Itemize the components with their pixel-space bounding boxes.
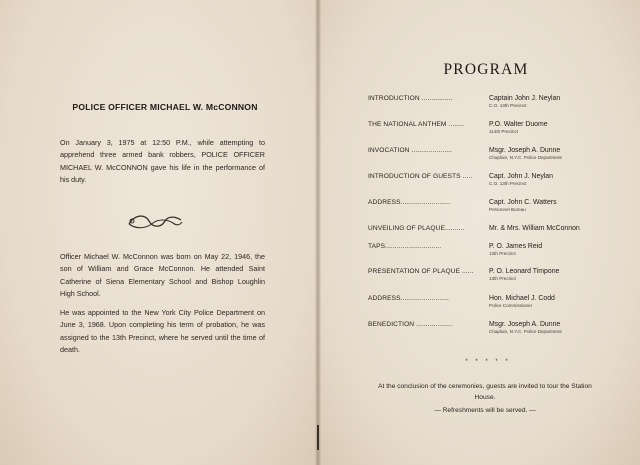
memorial-paragraph-3: He was appointed to the New York City Police Department on June 3, 1968. Upon completing his term of probation, he was assigned to the 13th Precinct, where he served until the time of death. xyxy=(60,308,265,354)
program-speaker: P. O. James Reid xyxy=(489,243,543,250)
page-fold xyxy=(315,0,321,465)
program-event: UNVEILING OF PLAQUE.......... xyxy=(368,225,465,232)
memorial-paragraph-1: On January 3, 1975 at 12:50 P.M., while attempting to apprehend three armed bank robbers, POLICE OFFICER MICHAEL W. McCONNON gave his life in the performance of his duty. xyxy=(60,138,265,184)
program-speaker-role: Chaplain, N.Y.C. Police Department xyxy=(489,155,562,160)
program-speaker: Hon. Michael J. Codd xyxy=(489,295,555,302)
program-event: BENEDICTION ................... xyxy=(368,321,453,328)
star-divider: * * * * * xyxy=(465,359,511,365)
program-speaker-role: 13th Precinct xyxy=(489,276,516,281)
program-speaker-role: 114th Precinct xyxy=(489,129,519,134)
program-speaker-role: Chaplain, N.Y.C. Police Department xyxy=(489,329,562,334)
program-speaker-role: Personnel Bureau xyxy=(489,207,526,212)
program-event: INVOCATION ..................... xyxy=(368,147,453,154)
program-title: PROGRAM xyxy=(443,61,529,78)
program-speaker: Mr. & Mrs. William McConnon xyxy=(489,225,580,232)
program-event: INTRODUCTION ................ xyxy=(368,95,453,102)
program-event: ADDRESS.......................... xyxy=(368,199,451,206)
program-speaker: Msgr. Joseph A. Dunne xyxy=(489,147,561,154)
program-speaker-role: C.O. 13th Precinct xyxy=(489,103,527,108)
program-event: TAPS............................. xyxy=(368,243,442,250)
program-event: ADDRESS......................... xyxy=(368,295,449,302)
program-event: PRESENTATION OF PLAQUE ...... xyxy=(368,268,474,275)
program-event: INTRODUCTION OF GUESTS ..... xyxy=(368,173,473,180)
program-event: THE NATIONAL ANTHEM ........ xyxy=(368,121,464,128)
program-speaker-role: 13th Precinct xyxy=(489,251,516,256)
program-speaker-role: C.O. 13th Precinct xyxy=(489,181,527,186)
program-speaker: P.O. Walter Duome xyxy=(489,121,548,128)
memorial-paragraph-2: Officer Michael W. McConnon was born on May 22, 1946, the son of William and Grace McConnon. He attended Saint Catherine of Siena Elementary School and Bishop Loughlin High School. xyxy=(60,252,265,298)
program-speaker: P. O. Leonard Timpone xyxy=(489,268,560,275)
program-speaker: Captain John J. Neylan xyxy=(489,95,561,102)
program-speaker: Capt. John C. Watters xyxy=(489,199,557,206)
program-speaker: Capt. John J. Neylan xyxy=(489,173,553,180)
memorial-title: POLICE OFFICER MICHAEL W. McCONNON xyxy=(72,102,258,112)
flourish-ornament-icon xyxy=(125,210,185,232)
fold-mark xyxy=(317,425,319,450)
closing-note: At the conclusion of the ceremonies, guests are invited to tour the Station House. xyxy=(378,383,592,401)
program-speaker: Msgr. Joseph A. Dunne xyxy=(489,321,561,328)
program-speaker-role: Police Commissioner xyxy=(489,303,533,308)
left-page xyxy=(0,0,318,465)
refreshments-note: — Refreshments will be served. — xyxy=(434,407,536,414)
